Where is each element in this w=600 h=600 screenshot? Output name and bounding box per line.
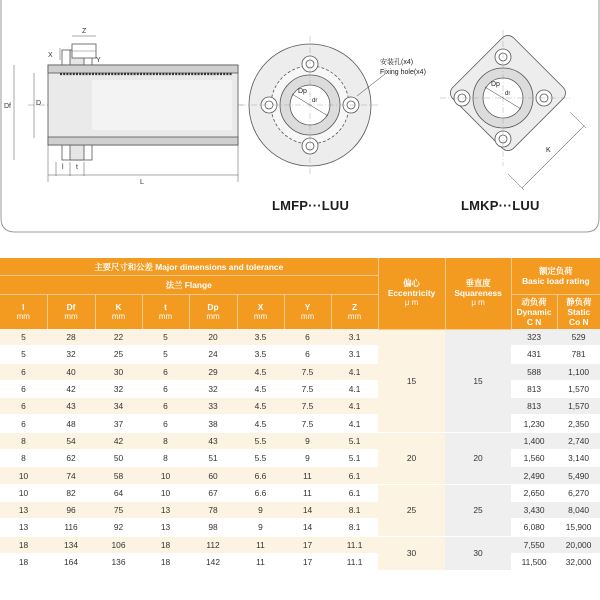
table-cell: 3.5 <box>237 346 284 363</box>
dim-x: X <box>48 52 53 59</box>
static-load-cell: 1,100 <box>557 363 600 380</box>
table-cell: 6.1 <box>331 484 378 501</box>
table-cell: 4.5 <box>237 363 284 380</box>
square-flange-view <box>440 30 586 190</box>
table-cell: 9 <box>284 450 331 467</box>
eccentricity-unit: μ m <box>404 298 419 308</box>
static-load-cell: 6,270 <box>557 484 600 501</box>
table-cell: 4.5 <box>237 398 284 415</box>
dynamic-load-cell: 813 <box>511 380 557 397</box>
dim-dp-round: Dp <box>298 88 307 95</box>
load-en: Basic load rating <box>522 276 590 286</box>
table-cell: 142 <box>189 553 237 570</box>
table-cell: 8 <box>142 432 189 449</box>
table-cell: 11 <box>284 467 331 484</box>
table-cell: 37 <box>95 415 142 432</box>
static-load-cell: 1,570 <box>557 398 600 415</box>
fixing-hole-label-en: Fixing hole(x4) <box>380 69 426 76</box>
header-flange: 法兰 Flange <box>0 276 378 295</box>
dynamic-load-cell: 588 <box>511 363 557 380</box>
spec-table <box>0 258 600 571</box>
table-cell: 5 <box>0 329 47 346</box>
dim-t: t <box>76 164 78 171</box>
header-squareness <box>445 258 511 329</box>
table-cell: 48 <box>47 415 95 432</box>
static-load-cell: 529 <box>557 329 600 346</box>
eccentricity-cell: 20 <box>378 432 445 484</box>
table-cell: 58 <box>95 467 142 484</box>
col-header-static: 静负荷 Static Co N <box>557 295 600 330</box>
table-cell: 74 <box>47 467 95 484</box>
static-load-cell: 5,490 <box>557 467 600 484</box>
table-cell: 3.1 <box>331 346 378 363</box>
table-body <box>0 329 600 571</box>
table-cell: 78 <box>189 501 237 518</box>
dynamic-load-cell: 1,230 <box>511 415 557 432</box>
static-load-cell: 20,000 <box>557 536 600 553</box>
table-cell: 6 <box>142 363 189 380</box>
table-cell: 10 <box>142 484 189 501</box>
model-label-round: LMFP···LUU <box>272 198 350 213</box>
col-header-dp: Dp mm <box>189 295 237 330</box>
table-cell: 10 <box>0 484 47 501</box>
dim-z: Z <box>82 28 87 35</box>
table-cell: 20 <box>189 329 237 346</box>
dim-l-small: l <box>62 164 64 171</box>
eccentricity-cell: 25 <box>378 484 445 536</box>
eccentricity-cell: 15 <box>378 329 445 432</box>
table-cell: 18 <box>142 553 189 570</box>
table-cell: 9 <box>237 501 284 518</box>
table-cell: 6 <box>284 346 331 363</box>
table-cell: 5.5 <box>237 432 284 449</box>
table-cell: 22 <box>95 329 142 346</box>
dim-dr-square: dr <box>505 91 511 97</box>
round-flange-view <box>240 36 385 174</box>
table-cell: 54 <box>47 432 95 449</box>
header-load-rating <box>511 258 600 295</box>
table-cell: 6 <box>0 398 47 415</box>
table-cell: 34 <box>95 398 142 415</box>
dynamic-load-cell: 1,560 <box>511 450 557 467</box>
table-cell: 10 <box>0 467 47 484</box>
static-load-cell: 8,040 <box>557 501 600 518</box>
dynamic-load-cell: 6,080 <box>511 519 557 536</box>
table-cell: 6 <box>0 363 47 380</box>
table-cell: 13 <box>0 501 47 518</box>
col-header-dynamic: 动负荷 Dynamic C N <box>511 295 557 330</box>
table-cell: 7.5 <box>284 380 331 397</box>
table-cell: 42 <box>95 432 142 449</box>
table-cell: 6 <box>142 380 189 397</box>
table-cell: 32 <box>95 380 142 397</box>
table-cell: 7.5 <box>284 398 331 415</box>
table-cell: 8.1 <box>331 519 378 536</box>
table-cell: 7.5 <box>284 363 331 380</box>
header-eccentricity <box>378 258 445 329</box>
table-row <box>0 432 600 449</box>
col-header-df: Df mm <box>47 295 95 330</box>
table-cell: 96 <box>47 501 95 518</box>
table-cell: 8 <box>0 450 47 467</box>
table-cell: 28 <box>47 329 95 346</box>
table-cell: 164 <box>47 553 95 570</box>
table-cell: 14 <box>284 519 331 536</box>
table-cell: 8.1 <box>331 501 378 518</box>
table-cell: 40 <box>47 363 95 380</box>
table-cell: 32 <box>47 346 95 363</box>
table-cell: 4.1 <box>331 363 378 380</box>
table-cell: 6 <box>142 398 189 415</box>
table-cell: 4.5 <box>237 380 284 397</box>
squareness-cell: 25 <box>445 484 511 536</box>
header-major-dims: 主要尺寸和公差 Major dimensions and tolerance <box>0 258 378 276</box>
dynamic-load-cell: 2,490 <box>511 467 557 484</box>
dim-dp-square: Dp <box>491 81 500 88</box>
table-cell: 13 <box>142 519 189 536</box>
table-cell: 4.1 <box>331 380 378 397</box>
squareness-en: Squareness <box>454 288 502 299</box>
col-header-l: l mm <box>0 295 47 330</box>
table-cell: 112 <box>189 536 237 553</box>
table-cell: 11 <box>237 536 284 553</box>
dynamic-load-cell: 7,550 <box>511 536 557 553</box>
table-cell: 5.5 <box>237 450 284 467</box>
table-cell: 4.1 <box>331 415 378 432</box>
table-row <box>0 484 600 501</box>
table-cell: 25 <box>95 346 142 363</box>
dim-k: K <box>546 147 551 154</box>
dynamic-load-cell: 1,400 <box>511 432 557 449</box>
table-cell: 17 <box>284 536 331 553</box>
table-cell: 8 <box>142 450 189 467</box>
load-cn: 额定负荷 <box>539 266 573 276</box>
table-cell: 60 <box>189 467 237 484</box>
squareness-cell: 20 <box>445 432 511 484</box>
table-cell: 67 <box>189 484 237 501</box>
table-cell: 5.1 <box>331 450 378 467</box>
dim-y: Y <box>96 57 101 64</box>
static-load-cell: 15,900 <box>557 519 600 536</box>
eccentricity-en: Eccentricity <box>387 288 436 299</box>
table-cell: 42 <box>47 380 95 397</box>
table-cell: 4.5 <box>237 415 284 432</box>
table-cell: 24 <box>189 346 237 363</box>
dynamic-load-cell: 11,500 <box>511 553 557 570</box>
table-cell: 82 <box>47 484 95 501</box>
table-cell: 50 <box>95 450 142 467</box>
eccentricity-cell: 30 <box>378 536 445 571</box>
table-cell: 38 <box>189 415 237 432</box>
table-cell: 9 <box>237 519 284 536</box>
table-cell: 18 <box>142 536 189 553</box>
table-cell: 4.1 <box>331 398 378 415</box>
squareness-cell: 15 <box>445 329 511 432</box>
table-cell: 6.6 <box>237 467 284 484</box>
col-header-z: Z mm <box>331 295 378 330</box>
table-cell: 11 <box>284 484 331 501</box>
table-cell: 43 <box>189 432 237 449</box>
table-cell: 9 <box>284 432 331 449</box>
table-cell: 62 <box>47 450 95 467</box>
dynamic-load-cell: 3,430 <box>511 501 557 518</box>
table-cell: 33 <box>189 398 237 415</box>
dim-d: D <box>36 100 42 107</box>
table-cell: 14 <box>284 501 331 518</box>
table-cell: 3.1 <box>331 329 378 346</box>
table-cell: 17 <box>284 553 331 570</box>
squareness-cn: 垂直度 <box>465 278 491 289</box>
table-cell: 6 <box>0 380 47 397</box>
table-row <box>0 329 600 346</box>
technical-drawing <box>0 0 600 234</box>
table-cell: 18 <box>0 553 47 570</box>
table-cell: 5 <box>142 329 189 346</box>
table-cell: 92 <box>95 519 142 536</box>
table-cell: 11 <box>237 553 284 570</box>
static-load-cell: 3,140 <box>557 450 600 467</box>
table-cell: 8 <box>0 432 47 449</box>
dim-l-big: L <box>140 179 144 186</box>
table-cell: 11.1 <box>331 553 378 570</box>
dynamic-load-cell: 813 <box>511 398 557 415</box>
col-header-k: K mm <box>95 295 142 330</box>
static-load-cell: 1,570 <box>557 380 600 397</box>
table-cell: 43 <box>47 398 95 415</box>
table-cell: 75 <box>95 501 142 518</box>
table-cell: 6 <box>0 415 47 432</box>
col-header-x: X mm <box>237 295 284 330</box>
fixing-hole-label-cn: 安装孔(x4) <box>380 59 414 66</box>
table-cell: 116 <box>47 519 95 536</box>
table-cell: 13 <box>0 519 47 536</box>
table-cell: 64 <box>95 484 142 501</box>
table-cell: 10 <box>142 467 189 484</box>
table-cell: 18 <box>0 536 47 553</box>
table-cell: 32 <box>189 380 237 397</box>
col-header-y: Y mm <box>284 295 331 330</box>
table-cell: 6.1 <box>331 467 378 484</box>
table-cell: 13 <box>142 501 189 518</box>
squareness-unit: μ m <box>471 298 485 308</box>
col-header-t: t mm <box>142 295 189 330</box>
table-cell: 6.6 <box>237 484 284 501</box>
static-load-cell: 2,350 <box>557 415 600 432</box>
dim-dr-round: dr <box>312 98 318 104</box>
table-cell: 6 <box>142 415 189 432</box>
dynamic-load-cell: 2,650 <box>511 484 557 501</box>
table-cell: 134 <box>47 536 95 553</box>
table-cell: 29 <box>189 363 237 380</box>
table-cell: 11.1 <box>331 536 378 553</box>
table-cell: 7.5 <box>284 415 331 432</box>
dynamic-load-cell: 323 <box>511 329 557 346</box>
static-load-cell: 32,000 <box>557 553 600 570</box>
dynamic-load-cell: 431 <box>511 346 557 363</box>
table-cell: 98 <box>189 519 237 536</box>
squareness-cell: 30 <box>445 536 511 571</box>
eccentricity-cn: 偏心 <box>403 278 420 289</box>
table-cell: 136 <box>95 553 142 570</box>
table-row <box>0 536 600 553</box>
static-load-cell: 781 <box>557 346 600 363</box>
table-cell: 30 <box>95 363 142 380</box>
static-load-cell: 2,740 <box>557 432 600 449</box>
model-label-square: LMKP···LUU <box>461 198 540 213</box>
table-cell: 5 <box>142 346 189 363</box>
dim-df: Df <box>4 103 11 110</box>
table-cell: 51 <box>189 450 237 467</box>
table-cell: 106 <box>95 536 142 553</box>
table-cell: 6 <box>284 329 331 346</box>
table-cell: 5 <box>0 346 47 363</box>
table-cell: 3.5 <box>237 329 284 346</box>
table-cell: 5.1 <box>331 432 378 449</box>
